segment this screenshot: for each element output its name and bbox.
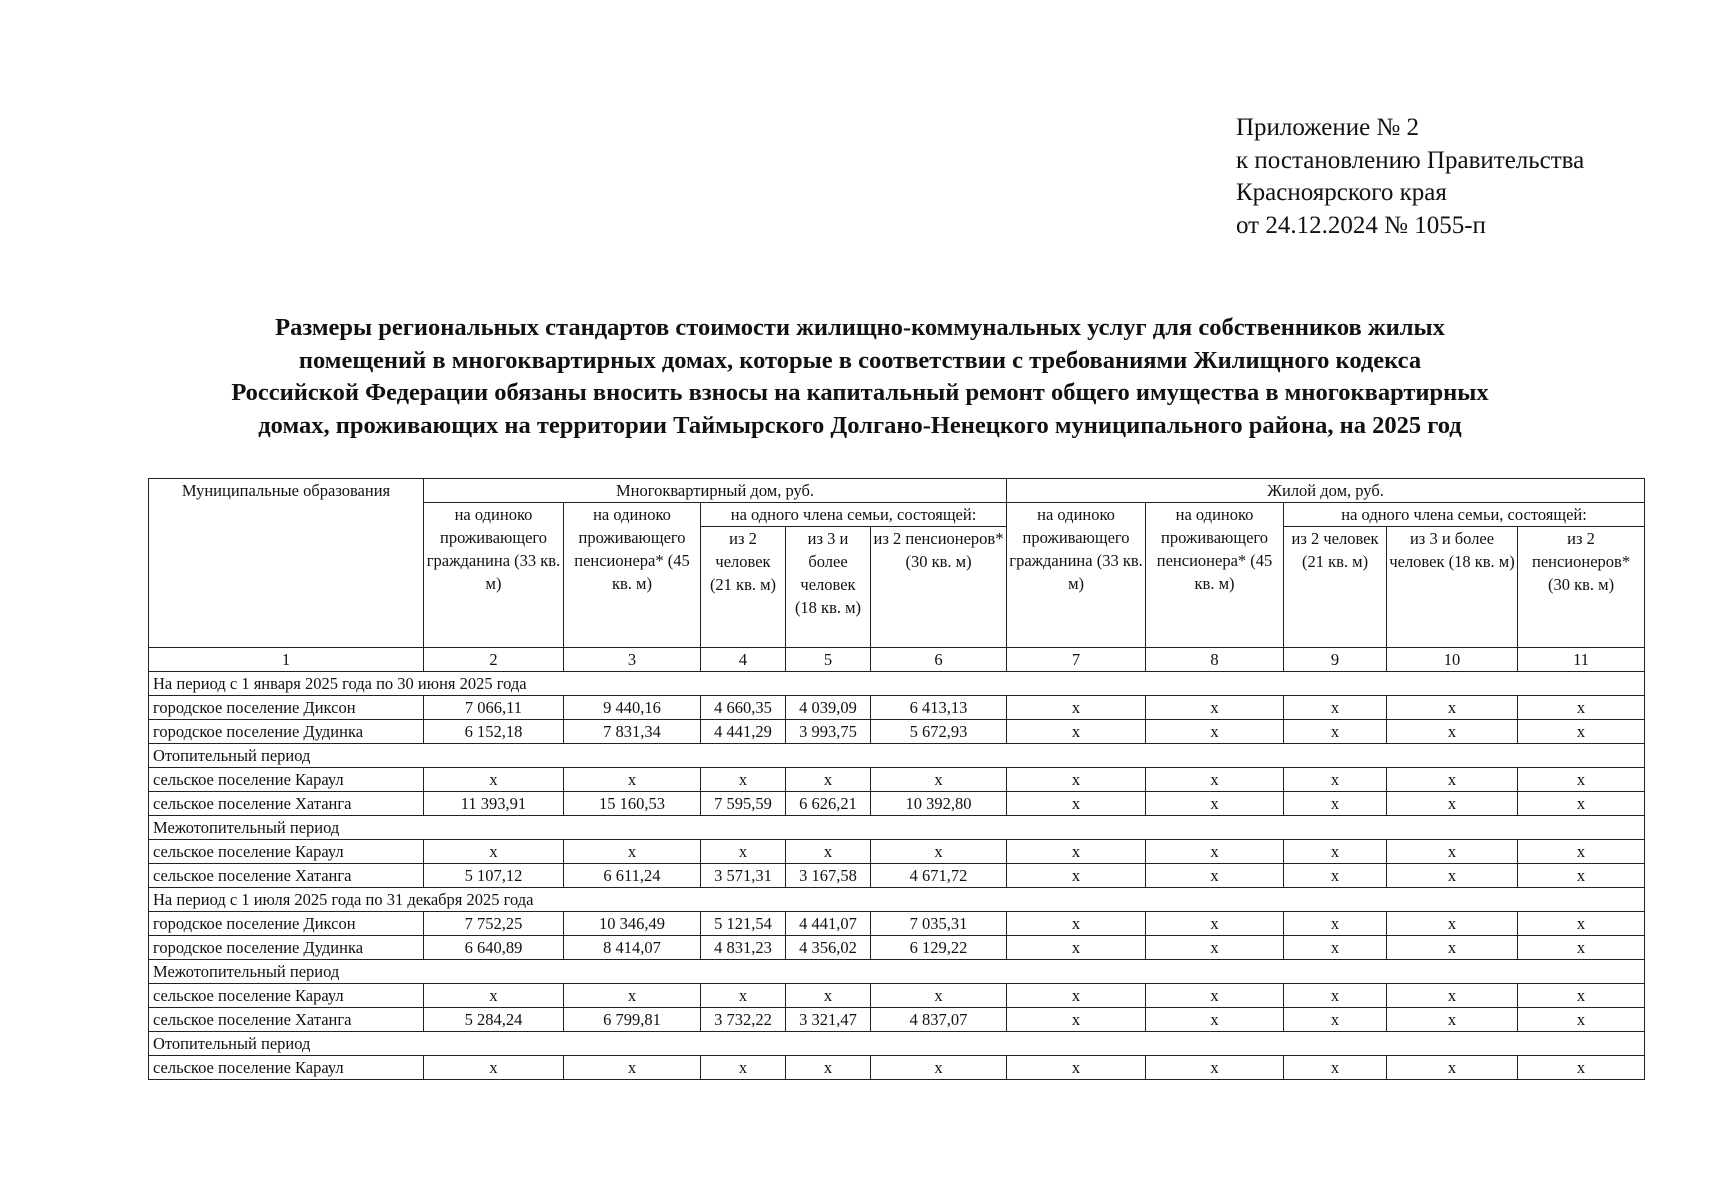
header-single-pensioner: на одиноко проживающего пенсионера* (45 кв. м) bbox=[1146, 503, 1284, 648]
table-cell: 6 626,21 bbox=[786, 792, 871, 816]
appendix-line: к постановлению Правительства bbox=[1236, 146, 1585, 174]
table-cell: 7 066,11 bbox=[424, 696, 564, 720]
table-cell: х bbox=[564, 1056, 701, 1080]
section-row bbox=[149, 672, 1645, 696]
section-label: Межотопительный период bbox=[149, 960, 1645, 984]
column-number: 3 bbox=[564, 648, 701, 672]
table-cell: х bbox=[871, 840, 1007, 864]
table-cell: х bbox=[1284, 696, 1387, 720]
table-cell: х bbox=[1007, 1008, 1146, 1032]
column-number-row bbox=[149, 648, 1645, 672]
municipality-name: городское поселение Дудинка bbox=[149, 936, 424, 960]
column-number: 1 bbox=[149, 648, 424, 672]
table-cell: х bbox=[1387, 912, 1518, 936]
table-cell: х bbox=[871, 984, 1007, 1008]
table-cell: 4 671,72 bbox=[871, 864, 1007, 888]
table-cell: х bbox=[1387, 1056, 1518, 1080]
table-cell: 6 611,24 bbox=[564, 864, 701, 888]
table-cell: 3 732,22 bbox=[701, 1008, 786, 1032]
table-cell: х bbox=[1007, 1056, 1146, 1080]
column-number: 8 bbox=[1146, 648, 1284, 672]
municipality-name: городское поселение Диксон bbox=[149, 912, 424, 936]
header-two-people: из 2 человек (21 кв. м) bbox=[1284, 527, 1387, 648]
appendix-line: Приложение № 2 bbox=[1236, 114, 1420, 141]
header-row bbox=[149, 479, 1645, 503]
table-row bbox=[149, 720, 1645, 744]
table-cell: 7 831,34 bbox=[564, 720, 701, 744]
table-cell: х bbox=[1387, 984, 1518, 1008]
table-cell: 4 441,07 bbox=[786, 912, 871, 936]
table-cell: 4 831,23 bbox=[701, 936, 786, 960]
table-row bbox=[149, 912, 1645, 936]
municipality-name: сельское поселение Караул bbox=[149, 984, 424, 1008]
table-cell: х bbox=[1007, 840, 1146, 864]
section-label: Отопительный период bbox=[149, 744, 1645, 768]
table-cell: х bbox=[424, 984, 564, 1008]
table-cell: х bbox=[1007, 720, 1146, 744]
appendix-line: от 24.12.2024 № 1055-п bbox=[1236, 211, 1486, 239]
table-cell: х bbox=[1284, 768, 1387, 792]
table-cell: х bbox=[1518, 792, 1645, 816]
table-cell: х bbox=[1387, 768, 1518, 792]
table-cell: х bbox=[1007, 912, 1146, 936]
table-cell: х bbox=[1518, 720, 1645, 744]
column-number: 4 bbox=[701, 648, 786, 672]
column-number: 6 bbox=[871, 648, 1007, 672]
table-cell: х bbox=[564, 840, 701, 864]
document-title bbox=[140, 312, 1580, 442]
table-cell: х bbox=[786, 768, 871, 792]
table-cell: х bbox=[1518, 912, 1645, 936]
column-number: 9 bbox=[1284, 648, 1387, 672]
table-cell: 10 346,49 bbox=[564, 912, 701, 936]
table-cell: 7 035,31 bbox=[871, 912, 1007, 936]
table-cell: х bbox=[1146, 792, 1284, 816]
table-row bbox=[149, 1008, 1645, 1032]
table-cell: х bbox=[1146, 696, 1284, 720]
municipality-name: сельское поселение Караул bbox=[149, 1056, 424, 1080]
table-cell: х bbox=[871, 768, 1007, 792]
table-cell: х bbox=[1146, 1056, 1284, 1080]
municipality-name: сельское поселение Караул bbox=[149, 768, 424, 792]
table-cell: х bbox=[424, 840, 564, 864]
table-cell: 8 414,07 bbox=[564, 936, 701, 960]
tariff-table-body bbox=[149, 672, 1645, 1080]
title-line: Российской Федерации обязаны вносить взносы на капитальный ремонт общего имущества в многоквартирных bbox=[231, 379, 1489, 406]
table-cell: х bbox=[1518, 864, 1645, 888]
header-single-citizen: на одиноко проживающего гражданина (33 кв. м) bbox=[424, 503, 564, 648]
table-cell: х bbox=[1146, 984, 1284, 1008]
title-line: Размеры региональных стандартов стоимости жилищно-коммунальных услуг для собственников жилых bbox=[275, 314, 1445, 341]
table-cell: х bbox=[1146, 840, 1284, 864]
appendix-line: Красноярского края bbox=[1236, 179, 1447, 206]
table-cell: 7 752,25 bbox=[424, 912, 564, 936]
table-cell: х bbox=[1387, 720, 1518, 744]
column-number: 7 bbox=[1007, 648, 1146, 672]
table-cell: х bbox=[1284, 840, 1387, 864]
column-number: 2 bbox=[424, 648, 564, 672]
title-line: помещений в многоквартирных домах, которые в соответствии с требованиями Жилищного кодекса bbox=[298, 346, 1422, 374]
table-cell: х bbox=[564, 768, 701, 792]
table-cell: х bbox=[1284, 984, 1387, 1008]
table-cell: 4 441,29 bbox=[701, 720, 786, 744]
table-cell: х bbox=[1007, 936, 1146, 960]
header-apartment-building: Многоквартирный дом, руб. bbox=[424, 479, 1007, 503]
table-cell: х bbox=[1518, 936, 1645, 960]
table-cell: х bbox=[786, 984, 871, 1008]
municipality-name: сельское поселение Хатанга bbox=[149, 1008, 424, 1032]
section-row bbox=[149, 888, 1645, 912]
table-cell: 6 152,18 bbox=[424, 720, 564, 744]
table-row bbox=[149, 792, 1645, 816]
table-cell: х bbox=[424, 768, 564, 792]
table-cell: 5 107,12 bbox=[424, 864, 564, 888]
table-cell: х bbox=[1284, 864, 1387, 888]
table-cell: х bbox=[701, 768, 786, 792]
table-cell: 4 039,09 bbox=[786, 696, 871, 720]
municipality-name: городское поселение Дудинка bbox=[149, 720, 424, 744]
table-cell: х bbox=[1518, 840, 1645, 864]
table-cell: 15 160,53 bbox=[564, 792, 701, 816]
table-cell: х bbox=[1284, 720, 1387, 744]
table-cell: х bbox=[1007, 792, 1146, 816]
table-cell: х bbox=[1146, 768, 1284, 792]
table-row bbox=[149, 768, 1645, 792]
header-three-plus: из 3 и более человек (18 кв. м) bbox=[786, 527, 871, 648]
header-family-member: на одного члена семьи, состоящей: bbox=[1284, 503, 1645, 527]
section-label: Межотопительный период bbox=[149, 816, 1645, 840]
title-line: домах, проживающих на территории Таймырского Долгано-Ненецкого муниципального района, на 2025 год bbox=[258, 411, 1462, 439]
table-cell: х bbox=[786, 1056, 871, 1080]
table-cell: х bbox=[1007, 768, 1146, 792]
table-cell: х bbox=[1518, 696, 1645, 720]
table-cell: 4 837,07 bbox=[871, 1008, 1007, 1032]
table-row bbox=[149, 696, 1645, 720]
section-row bbox=[149, 816, 1645, 840]
table-cell: 3 571,31 bbox=[701, 864, 786, 888]
appendix-block bbox=[1236, 112, 1584, 242]
column-number: 11 bbox=[1518, 648, 1645, 672]
municipality-name: сельское поселение Хатанга bbox=[149, 792, 424, 816]
table-cell: х bbox=[1518, 1008, 1645, 1032]
table-cell: х bbox=[1007, 984, 1146, 1008]
table-cell: х bbox=[1518, 984, 1645, 1008]
table-cell: х bbox=[1146, 864, 1284, 888]
table-cell: 7 595,59 bbox=[701, 792, 786, 816]
table-cell: х bbox=[1387, 840, 1518, 864]
section-row bbox=[149, 1032, 1645, 1056]
table-cell: х bbox=[1146, 720, 1284, 744]
municipality-name: сельское поселение Хатанга bbox=[149, 864, 424, 888]
header-single-citizen: на одиноко проживающего гражданина (33 кв. м) bbox=[1007, 503, 1146, 648]
table-cell: х bbox=[1284, 912, 1387, 936]
section-row bbox=[149, 960, 1645, 984]
table-cell: х bbox=[871, 1056, 1007, 1080]
table-row bbox=[149, 840, 1645, 864]
municipality-name: сельское поселение Караул bbox=[149, 840, 424, 864]
table-cell: 3 993,75 bbox=[786, 720, 871, 744]
header-residential-house: Жилой дом, руб. bbox=[1007, 479, 1645, 503]
table-cell: х bbox=[564, 984, 701, 1008]
table-cell: 6 413,13 bbox=[871, 696, 1007, 720]
municipality-name: городское поселение Диксон bbox=[149, 696, 424, 720]
table-row bbox=[149, 984, 1645, 1008]
table-cell: х bbox=[701, 984, 786, 1008]
table-cell: х bbox=[1518, 768, 1645, 792]
table-cell: х bbox=[786, 840, 871, 864]
table-cell: х bbox=[1387, 936, 1518, 960]
table-cell: х bbox=[1007, 864, 1146, 888]
header-family-member: на одного члена семьи, состоящей: bbox=[701, 503, 1007, 527]
header-municipalities: Муниципальные образования bbox=[149, 479, 424, 648]
table-cell: 5 121,54 bbox=[701, 912, 786, 936]
table-cell: 10 392,80 bbox=[871, 792, 1007, 816]
table-cell: х bbox=[1387, 792, 1518, 816]
table-cell: 3 321,47 bbox=[786, 1008, 871, 1032]
table-cell: 4 356,02 bbox=[786, 936, 871, 960]
table-cell: х bbox=[701, 1056, 786, 1080]
table-cell: х bbox=[1284, 1056, 1387, 1080]
header-two-people: из 2 человек (21 кв. м) bbox=[701, 527, 786, 648]
table-cell: 11 393,91 bbox=[424, 792, 564, 816]
table-cell: 5 284,24 bbox=[424, 1008, 564, 1032]
table-cell: х bbox=[1387, 1008, 1518, 1032]
section-row bbox=[149, 744, 1645, 768]
header-single-pensioner: на одиноко проживающего пенсионера* (45 кв. м) bbox=[564, 503, 701, 648]
header-two-pensioners: из 2 пенсионеров* (30 кв. м) bbox=[871, 527, 1007, 648]
table-cell: х bbox=[1518, 1056, 1645, 1080]
table-cell: 6 799,81 bbox=[564, 1008, 701, 1032]
table-cell: 6 640,89 bbox=[424, 936, 564, 960]
section-label: На период с 1 июля 2025 года по 31 декабря 2025 года bbox=[149, 888, 1645, 912]
table-cell: х bbox=[1284, 792, 1387, 816]
table-cell: х bbox=[1284, 1008, 1387, 1032]
header-two-pensioners: из 2 пенсионеров* (30 кв. м) bbox=[1518, 527, 1645, 648]
table-cell: х bbox=[1387, 864, 1518, 888]
table-row bbox=[149, 1056, 1645, 1080]
table-cell: х bbox=[424, 1056, 564, 1080]
section-label: Отопительный период bbox=[149, 1032, 1645, 1056]
table-cell: 6 129,22 bbox=[871, 936, 1007, 960]
header-three-plus: из 3 и более человек (18 кв. м) bbox=[1387, 527, 1518, 648]
table-cell: 3 167,58 bbox=[786, 864, 871, 888]
table-cell: х bbox=[1387, 696, 1518, 720]
column-number: 5 bbox=[786, 648, 871, 672]
section-label: На период с 1 января 2025 года по 30 июня 2025 года bbox=[149, 672, 1645, 696]
table-cell: х bbox=[1284, 936, 1387, 960]
table-row bbox=[149, 936, 1645, 960]
table-cell: х bbox=[1146, 936, 1284, 960]
column-number: 10 bbox=[1387, 648, 1518, 672]
tariff-table bbox=[148, 478, 1645, 1080]
table-cell: х bbox=[701, 840, 786, 864]
table-cell: 4 660,35 bbox=[701, 696, 786, 720]
table-row bbox=[149, 864, 1645, 888]
table-cell: х bbox=[1146, 912, 1284, 936]
table-cell: 5 672,93 bbox=[871, 720, 1007, 744]
table-cell: х bbox=[1007, 696, 1146, 720]
table-cell: х bbox=[1146, 1008, 1284, 1032]
table-cell: 9 440,16 bbox=[564, 696, 701, 720]
